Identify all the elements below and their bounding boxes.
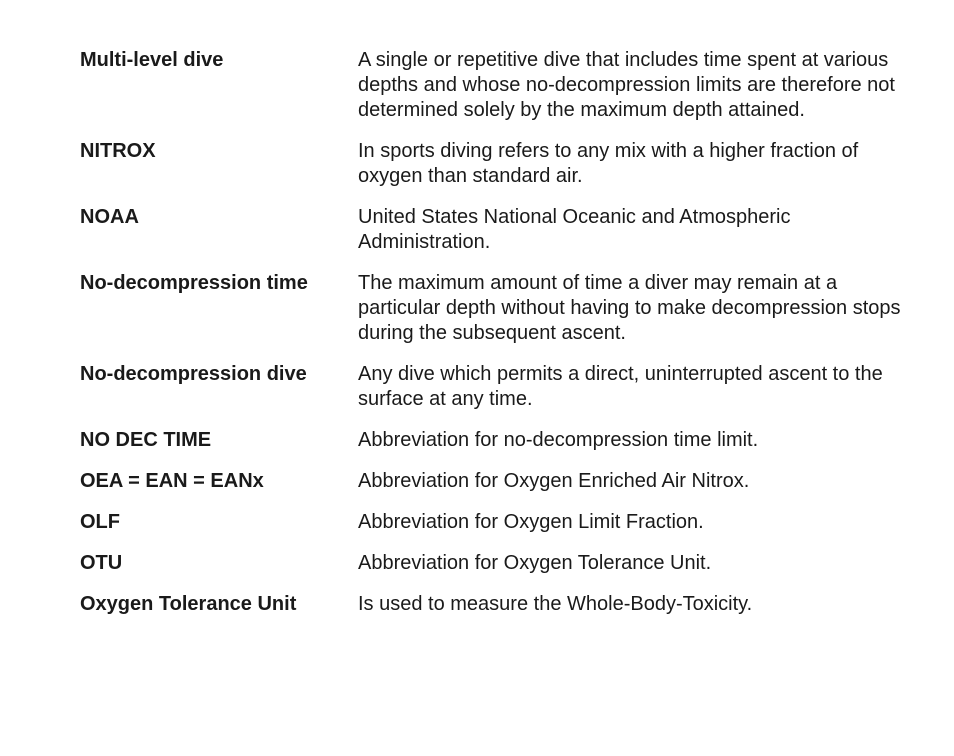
glossary-entry: [80, 205, 920, 255]
glossary-entry: [80, 139, 920, 189]
glossary-definition: Abbreviation for Oxygen Limit Fraction.: [358, 511, 704, 533]
glossary-definition: Abbreviation for no-decompression time limit.: [358, 429, 759, 451]
glossary-entry: [80, 48, 920, 123]
glossary-definition: The maximum amount of time a diver may remain at a particular depth without having to make decompression stops during the subsequent ascent.: [358, 272, 901, 344]
glossary-term: OEA = EAN = EANx: [80, 470, 264, 492]
glossary-entry: [80, 551, 920, 576]
glossary-term: Oxygen Tolerance Unit: [80, 593, 297, 615]
glossary-definition: In sports diving refers to any mix with a higher fraction of oxygen than standard air.: [358, 140, 859, 187]
glossary-term: No-decompression time: [80, 272, 308, 294]
glossary-definition: Any dive which permits a direct, uninterrupted ascent to the surface at any time.: [358, 363, 883, 410]
glossary-term: OTU: [80, 552, 123, 574]
glossary-term: Multi-level dive: [80, 49, 224, 71]
glossary-list: [80, 48, 920, 633]
glossary-entry: [80, 510, 920, 535]
glossary-entry: [80, 362, 920, 412]
glossary-entry: [80, 592, 920, 617]
glossary-definition: Is used to measure the Whole-Body-Toxicity.: [358, 593, 753, 615]
glossary-entry: [80, 271, 920, 346]
glossary-term: NITROX: [80, 140, 156, 162]
glossary-entry: [80, 428, 920, 453]
glossary-term: OLF: [80, 511, 120, 533]
glossary-term: NOAA: [80, 206, 139, 228]
glossary-definition: Abbreviation for Oxygen Enriched Air Nitrox.: [358, 470, 750, 492]
glossary-entry: [80, 469, 920, 494]
glossary-term: No-decompression dive: [80, 363, 307, 385]
glossary-definition: Abbreviation for Oxygen Tolerance Unit.: [358, 552, 712, 574]
glossary-definition: A single or repetitive dive that includes time spent at various depths and whose no-decompression limits are therefore not determined solely by the maximum depth attained.: [358, 49, 895, 121]
glossary-definition: United States National Oceanic and Atmospheric Administration.: [358, 206, 791, 253]
glossary-term: NO DEC TIME: [80, 429, 212, 451]
